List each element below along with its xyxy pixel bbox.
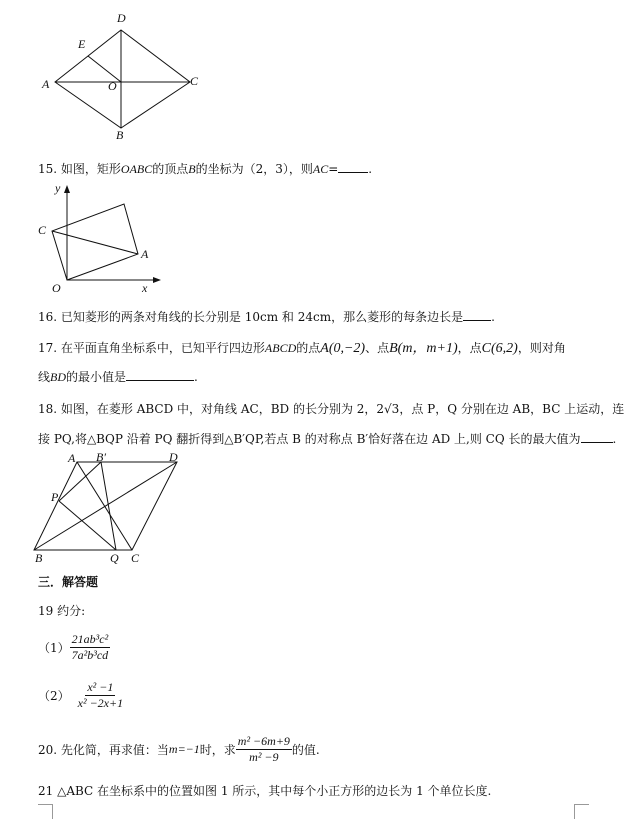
q15-point-b: B <box>188 162 196 176</box>
q17-text-3: 、点 <box>365 341 390 355</box>
label-a: A <box>68 451 76 465</box>
label-o: O <box>108 79 117 93</box>
q17-point-a: A(0,−2) <box>320 341 366 356</box>
q15-text-2: 的顶点 <box>152 162 189 176</box>
diagonal-ac <box>77 462 132 550</box>
q19-part-1-denominator: 7a²b³cd <box>71 648 109 662</box>
q20-text-1: 20. 先化简，再求值：当 <box>38 743 169 757</box>
q17-text-5: ，则对角 <box>517 341 566 355</box>
label-c: C <box>131 551 140 565</box>
segment-bprime-q <box>101 462 116 550</box>
label-a: A <box>42 77 50 91</box>
q18-period: . <box>612 432 617 446</box>
label-q: Q <box>110 551 119 565</box>
question-17-line-1 <box>38 337 566 357</box>
q15-period: . <box>368 162 373 176</box>
q20-text-2: 时，求 <box>199 743 236 757</box>
q16-answer-blank[interactable] <box>463 320 491 321</box>
segment-pq <box>59 501 116 550</box>
q20-condition: m=−1 <box>168 742 200 756</box>
label-c: C <box>190 74 199 88</box>
q19-part-2-numerator: x² −1 <box>87 680 114 694</box>
label-o: O <box>52 281 61 295</box>
question-18-line-2 <box>38 430 616 447</box>
corner-mark-bottom-right <box>574 804 589 819</box>
q15-text-3: 的坐标为（2，3），则 <box>195 162 313 176</box>
question-19-part-1 <box>38 632 110 663</box>
label-c: C <box>38 223 47 237</box>
q17-text-1: 17. 在平面直角坐标系中，已知平行四边形 <box>38 341 265 355</box>
corner-mark-bottom-left <box>38 804 53 819</box>
question-19-part-2 <box>38 680 125 711</box>
question-16 <box>38 308 495 325</box>
label-y: y <box>55 181 61 195</box>
label-x: x <box>142 281 148 295</box>
q16-text: 16. 已知菱形的两条对角线的长分别是 10cm 和 24cm，那么菱形的每条边长是 <box>38 310 464 324</box>
q18-text-1: 18. 如图，在菱形 ABCD 中，对角线 AC，BD 的长分别为 2，2√3，点 P，Q 分别在边 AB，BC 上运动，连 <box>38 402 624 416</box>
q19-part-2-fraction <box>76 680 125 711</box>
label-b: B <box>35 551 43 565</box>
q17-text-2: 的点 <box>296 341 321 355</box>
diagonal-ca <box>52 231 138 254</box>
q20-numerator: m² −6m+9 <box>237 734 290 748</box>
q17-period: . <box>194 370 198 384</box>
q19-part-1-label: （1） <box>38 641 70 655</box>
q15-equals: = <box>328 162 339 176</box>
x-axis-arrow-icon <box>153 277 161 283</box>
q17-answer-blank[interactable] <box>126 380 194 381</box>
label-d: D <box>117 11 126 25</box>
label-d: D <box>169 450 178 464</box>
q15-answer-blank[interactable] <box>338 172 368 173</box>
q20-denominator: m² −9 <box>249 750 279 764</box>
q18-answer-blank[interactable] <box>581 442 613 443</box>
q19-part-1-numerator: 21ab³c² <box>71 632 109 646</box>
rhombus-figure <box>40 8 210 143</box>
rhombus-outline <box>55 30 190 128</box>
q17-bd: BD <box>50 370 67 384</box>
y-axis-arrow-icon <box>64 185 70 193</box>
label-e: E <box>78 37 86 51</box>
question-21: 21 △ABC 在坐标系中的位置如图 1 所示，其中每个小正方形的边长为 1 个单位长度. <box>38 784 492 798</box>
segment-pbprime <box>59 462 101 501</box>
q15-ac: AC <box>312 162 329 176</box>
q17-parallelogram-name: ABCD <box>264 341 297 355</box>
question-18-line-1 <box>38 400 624 417</box>
question-15 <box>38 160 372 177</box>
q19-part-2-label: （2） <box>38 689 70 703</box>
q18-text-2: 接 PQ,将△BQP 沿着 PQ 翻折得到△B′QP,若点 B 的对称点 B′恰好落在边 AD 上,则 CQ 长的最大值为 <box>38 432 581 446</box>
section-heading: 三．解答题 <box>38 575 99 589</box>
q15-text-1: 15. 如图，矩形 <box>38 162 121 176</box>
label-a: A <box>141 247 149 261</box>
q17-text-7: 的最小值是 <box>66 370 127 384</box>
q19-part-1-fraction <box>70 632 111 663</box>
q20-text-3: 的值. <box>291 743 320 757</box>
q15-rect-name: OABC <box>120 162 153 176</box>
label-b: B <box>116 128 124 142</box>
question-17-line-2 <box>38 368 198 385</box>
axes-rectangle-figure <box>36 180 166 295</box>
q17-text-4: ，点 <box>457 341 482 355</box>
q17-text-6: 线 <box>38 370 51 384</box>
q20-fraction <box>236 734 292 765</box>
label-p: P <box>51 490 59 504</box>
question-19-title: 19 约分: <box>38 604 86 618</box>
q19-part-2-denominator: x² −2x+1 <box>77 696 124 710</box>
parallelogram-figure <box>30 448 190 566</box>
q16-period: . <box>491 310 495 324</box>
q17-point-b: B(m，m+1) <box>389 341 458 356</box>
label-bprime: B′ <box>96 450 106 464</box>
q17-point-c: C(6,2) <box>481 341 518 356</box>
question-20 <box>38 734 320 765</box>
